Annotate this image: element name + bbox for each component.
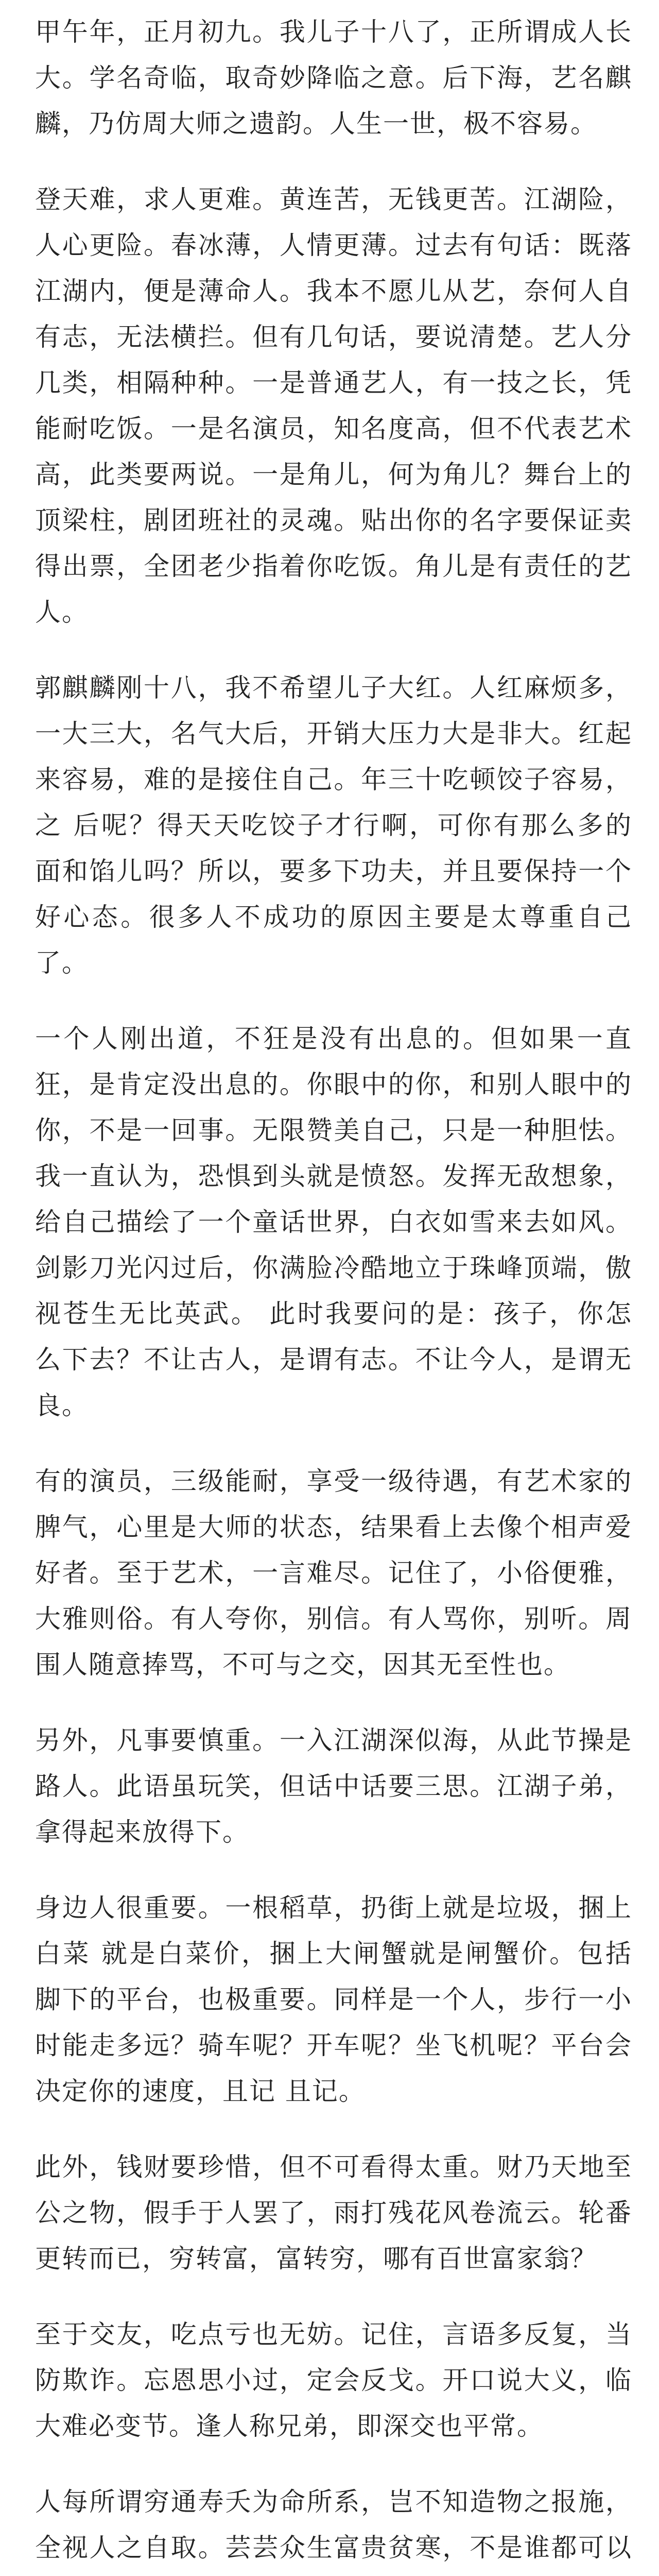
article-body <box>35 9 632 2576</box>
paragraph-2: 登天难，求人更难。黄连苦，无钱更苦。江湖险，人心更险。春冰薄，人情更薄。过去有句话：既落江湖内，便是薄命人。我本不愿儿从艺，奈何人自有志，无法横拦。但有几句话，要说清楚。艺人分几类，相隔种种。一是普通艺人，有一技之长，凭能耐吃饭。一是名演员，知名度高，但不代表艺术高，此类要两说。一是角儿，何为角儿？舞台上的顶梁柱，剧团班社的灵魂。贴出你的名字要保证卖得出票，全团老少指着你吃饭。角儿是有责任的艺人。 <box>35 184 632 627</box>
paragraph-3: 郭麒麟刚十八，我不希望儿子大红。人红麻烦多，一大三大，名气大后，开销大压力大是非大。红起来容易，难的是接住自己。年三十吃顿饺子容易，之 后呢？得天天吃饺子才行啊，可你有那么多的面和馅儿吗？所以，要多下功夫，并且要保持一个好心态。很多人不成功的原因主要是太尊重自己了。 <box>35 673 632 978</box>
paragraph-1: 甲午年，正月初九。我儿子十八了，正所谓成人长大。学名奇临，取奇妙降临之意。后下海，艺名麒麟，乃仿周大师之遗韵。人生一世，极不容易。 <box>35 17 632 139</box>
paragraph-9: 至于交友，吃点亏也无妨。记住，言语多反复，当防欺诈。忘恩思小过，定会反戈。开口说大义，临大难必变节。逢人称兄弟，即深交也平常。 <box>35 2319 632 2441</box>
paragraph-5: 有的演员，三级能耐，享受一级待遇，有艺术家的脾气，心里是大师的状态，结果看上去像个相声爱好者。至于艺术，一言难尽。记住了，小俗便雅，大雅则俗。有人夸你，别信。有人骂你，别听。周围人随意捧骂，不可与之交，因其无至性也。 <box>35 1466 632 1680</box>
paragraph-7: 身边人很重要。一根稻草，扔街上就是垃圾，捆上白菜 就是白菜价，捆上大闸蟹就是闸蟹价。包括脚下的平台，也极重要。同样是一个人，步行一小时能走多远？骑车呢？开车呢？坐飞机呢？平台会决定你的速度，且记 且记。 <box>35 1893 632 2106</box>
paragraph-10: 人每所谓穷通寿夭为命所系，岂不知造物之报施，全视人之自取。芸芸众生富贵贫寒，不是谁都可以 <box>35 2487 632 2563</box>
paragraph-6: 另外，凡事要慎重。一入江湖深似海，从此节操是路人。此语虽玩笑，但话中话要三思。江湖子弟，拿得起来放得下。 <box>35 1725 632 1847</box>
paragraph-4: 一个人刚出道，不狂是没有出息的。但如果一直狂，是肯定没出息的。你眼中的你，和别人眼中的你，不是一回事。无限赞美自己，只是一种胆怯。我一直认为，恐惧到头就是愤怒。发挥无敌想象，给自己描绘了一个童话世界，白衣如雪来去如风。剑影刀光闪过后，你满脸冷酷地立于珠峰顶端，傲视苍生无比英武。 此时我要问的是：孩子，你怎么下去？不让古人，是谓有志。不让今人，是谓无良。 <box>35 1024 632 1420</box>
paragraph-8: 此外，钱财要珍惜，但不可看得太重。财乃天地至公之物，假手于人罢了，雨打残花风卷流云。轮番更转而已，穷转富，富转穷，哪有百世富家翁？ <box>35 2152 632 2274</box>
